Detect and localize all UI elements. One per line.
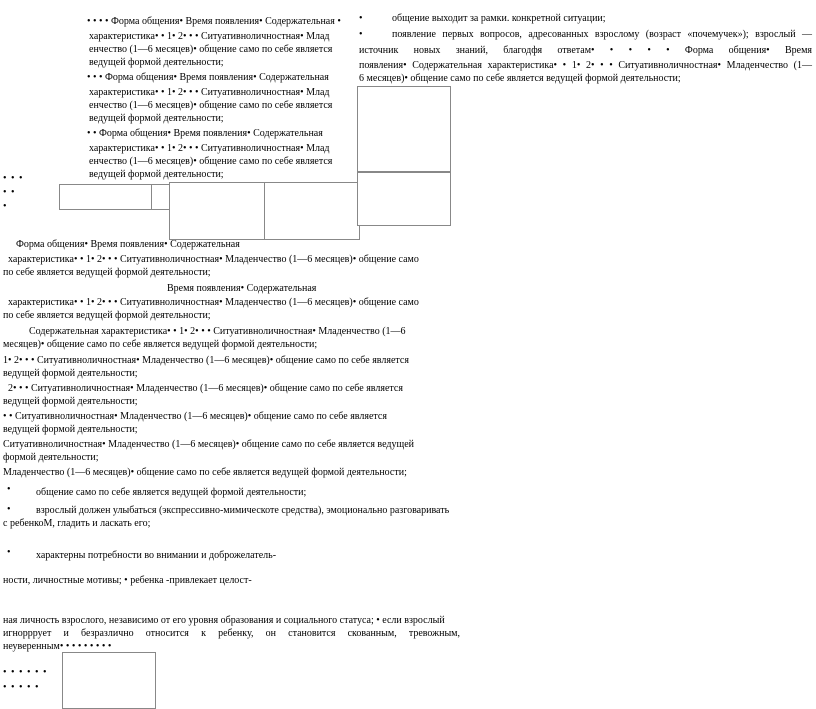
side-dots-row-2: • •	[3, 187, 16, 198]
bottom-p3-bullet: •	[7, 547, 11, 558]
side-dots-row-3: •	[3, 201, 8, 212]
mid-m1-l3: по себе является ведущей формой деятельности;	[3, 267, 211, 278]
mid-m8-l1: Младенчество (1—6 месяцев)• общение само по себе является ведущей формой деятельности;	[3, 467, 407, 478]
mid-m3-l1: Содержательная характеристика• • 1• 2• • • Ситуативноличностная• Младенчество (1—6	[29, 326, 406, 337]
left-b2-l2: характеристика• • 1• 2• • • Ситуативноличностная• Млад	[89, 87, 330, 98]
mid-m6-l2: ведущей формой деятельности;	[3, 424, 138, 435]
mid-m5-l2: ведущей формой деятельности;	[3, 396, 138, 407]
mid-m2-l1: Время появления• Содержательная	[167, 283, 317, 294]
side-dots-row-1: • • •	[3, 173, 24, 184]
bottom-p4: ности, личностные мотивы; • ребенка -привлекает целост-	[3, 575, 252, 586]
image-placeholder-4	[264, 182, 360, 240]
left-b1-l1: • • • • Форма общения• Время появления• Содержательная •	[87, 16, 341, 27]
mid-m2-l3: по себе является ведущей формой деятельности;	[3, 310, 211, 321]
right-line-2: появление первых вопросов, адресованных взрослому (возраст «почемучек»); взрослый —	[392, 29, 812, 40]
mid-m1-l2: характеристика• • 1• 2• • • Ситуативноличностная• Младенчество (1—6 месяцев)• общение само	[8, 254, 419, 265]
mid-m4-l1: 1• 2• • • Ситуативноличностная• Младенчество (1—6 месяцев)• общение само по себе является	[3, 355, 409, 366]
mid-m2-l2: характеристика• • 1• 2• • • Ситуативноличностная• Младенчество (1—6 месяцев)• общение само	[8, 297, 419, 308]
bottom-p5-l3: неуверенным• • • • • • • • •	[3, 641, 112, 652]
right-line-1: общение выходит за рамки. конкретной ситуации;	[392, 13, 606, 24]
mid-m4-l2: ведущей формой деятельности;	[3, 368, 138, 379]
image-placeholder-7	[62, 652, 156, 709]
left-b3-l2: характеристика• • 1• 2• • • Ситуативноличностная• Млад	[89, 143, 330, 154]
mid-m1-l1: Форма общения• Время появления• Содержательная	[16, 239, 240, 250]
left-b3-l4: ведущей формой деятельности;	[89, 169, 224, 180]
left-b1-l4: ведущей формой деятельности;	[89, 57, 224, 68]
bottom-p2-l2: с ребенкоМ, гладить и ласкать его;	[3, 518, 151, 529]
image-placeholder-3	[169, 182, 265, 240]
mid-m5-l1: 2• • • Ситуативноличностная• Младенчество (1—6 месяцев)• общение само по себе является	[8, 383, 403, 394]
right-bullet-top: •	[359, 13, 363, 24]
mid-m7-l1: Ситуативноличностная• Младенчество (1—6 месяцев)• общение само по себе является ведущей	[3, 439, 414, 450]
bottom-p5-l1: ная личность взрослого, независимо от его уровня образования и социального статуса; • если взрослый	[3, 615, 445, 626]
left-b2-l3: енчество (1—6 месяцев)• общение само по себе является	[89, 100, 333, 111]
bottom-p2-bullet: •	[7, 504, 11, 515]
bottom-p1: общение само по себе является ведущей формой деятельности;	[36, 487, 307, 498]
bottom-dots-row-2: • • • • •	[3, 682, 40, 693]
bottom-p1-bullet: •	[7, 484, 11, 495]
right-line-5: 6 месяцев)• общение само по себе является ведущей формой деятельности;	[359, 73, 681, 84]
image-placeholder-6	[357, 172, 451, 226]
left-b1-l3: енчество (1—6 месяцев)• общение само по себе является	[89, 44, 333, 55]
left-b1-l2: характеристика• • 1• 2• • • Ситуативноличностная• Млад	[89, 31, 330, 42]
right-line-3: источник новых знаний, благодфя ответам• • • • • Форма общения• Время	[359, 45, 812, 56]
left-b2-l4: ведущей формой деятельности;	[89, 113, 224, 124]
bottom-dots-row-1: • • • • • •	[3, 667, 48, 678]
image-placeholder-5	[357, 86, 451, 172]
right-bullet-2: •	[359, 29, 363, 40]
left-b2-l1: • • • Форма общения• Время появления• Содержательная	[87, 72, 329, 83]
mid-m3-l2: месяцев)• общение само по себе является ведущей формой деятельности;	[3, 339, 318, 350]
mid-m7-l2: формой деятельности;	[3, 452, 99, 463]
bottom-p5-l2: игнорррует и безразлично относится к ребенку, он становится скованным, тревожным,	[3, 628, 460, 639]
mid-m6-l1: • • Ситуативноличностная• Младенчество (1—6 месяцев)• общение само по себе является	[3, 411, 387, 422]
image-placeholder-1	[59, 184, 153, 210]
left-b3-l1: • • Форма общения• Время появления• Содержательная	[87, 128, 323, 139]
bottom-p3: характерны потребности во внимании и доброжелатель-	[36, 550, 277, 561]
right-line-4: появления• Содержательная характеристика• • 1• 2• • • Ситуативноличностная• Младенчество (1—	[359, 60, 812, 71]
bottom-p2-l1: взрослый должен улыбаться (экспрессивно-мимическоте средства), эмоционально разговаривать	[36, 505, 450, 516]
left-b3-l3: енчество (1—6 месяцев)• общение само по себе является	[89, 156, 333, 167]
